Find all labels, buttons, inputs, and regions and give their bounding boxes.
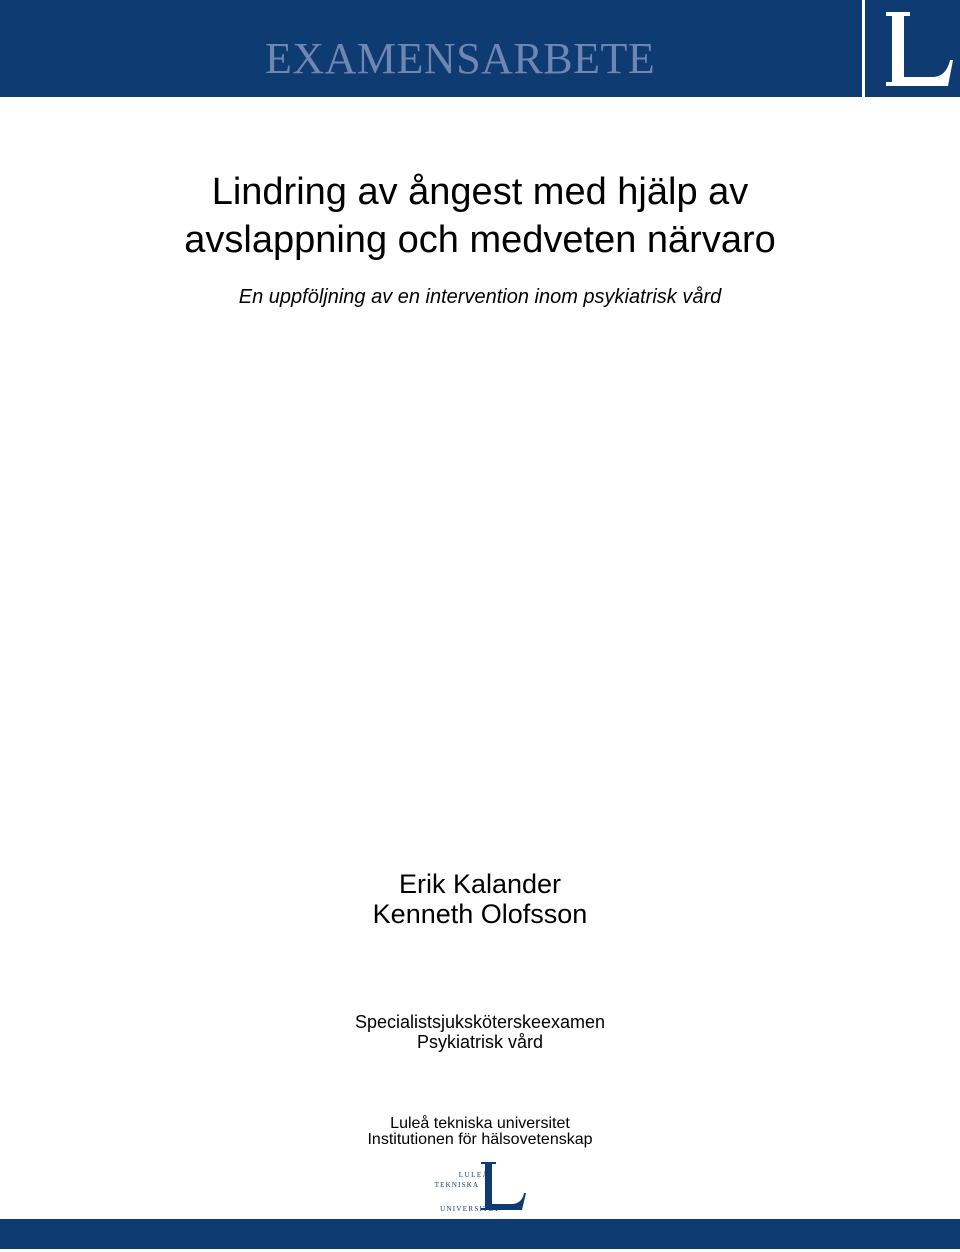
header-divider <box>862 0 865 97</box>
university-info <box>0 1116 960 1148</box>
thesis-title-line-1: Lindring av ångest med hjälp av <box>211 171 749 213</box>
degree-field: Psykiatrisk vård <box>416 1032 544 1052</box>
university-l-monogram-icon <box>877 4 955 90</box>
authors <box>0 869 960 929</box>
degree-program: Specialistsjuksköterskeexamen <box>354 1012 606 1032</box>
university-name: Luleå tekniska universitet <box>390 1115 570 1132</box>
thesis-title <box>0 168 960 264</box>
department-name: Institutionen för hälsovetenskap <box>367 1131 593 1148</box>
footer-band <box>0 1219 960 1249</box>
author-name: Kenneth Olofsson <box>372 899 588 929</box>
degree-info <box>0 1012 960 1052</box>
footer-logo-word-2: TEKNISKA <box>434 1181 480 1189</box>
footer-logo-word-1: LULEÅ <box>458 1171 490 1179</box>
university-logo-icon <box>430 1160 530 1216</box>
thesis-subtitle: En uppföljning av en intervention inom psykiatrisk vård <box>238 286 722 308</box>
footer-logo-word-3: UNIVERSITET <box>440 1205 500 1213</box>
document-type-title: EXAMENSARBETE <box>265 34 656 83</box>
header-band <box>0 0 960 97</box>
author-name: Erik Kalander <box>398 869 562 899</box>
thesis-title-line-2: avslappning och medveten närvaro <box>184 219 776 261</box>
